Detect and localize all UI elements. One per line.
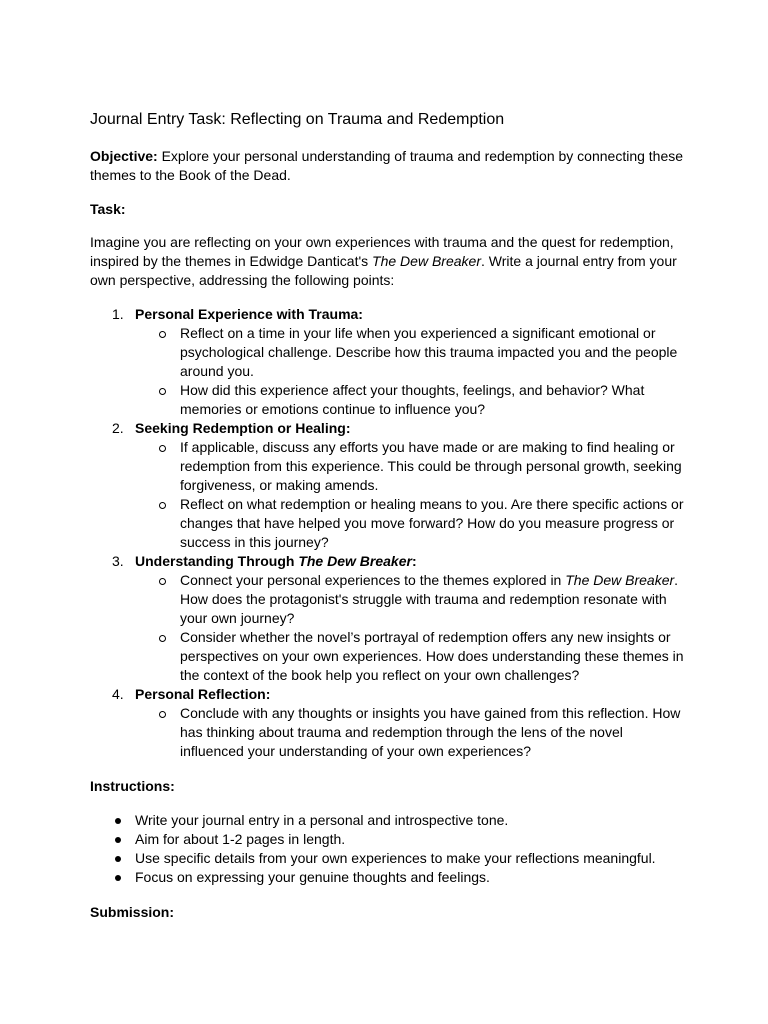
bullet-icon bbox=[115, 856, 121, 862]
point-heading bbox=[135, 553, 417, 569]
sub-item bbox=[135, 381, 690, 419]
point-item bbox=[90, 305, 690, 419]
instructions-heading-label: Instructions: bbox=[90, 778, 175, 794]
instructions-list bbox=[90, 811, 690, 887]
instructions-heading bbox=[90, 777, 690, 796]
instruction-item bbox=[90, 849, 690, 868]
instruction-item bbox=[90, 811, 690, 830]
submission-heading bbox=[90, 903, 690, 922]
task-intro-book-title: The Dew Breaker bbox=[372, 253, 481, 269]
document-content bbox=[90, 109, 690, 922]
points-list bbox=[90, 305, 690, 761]
point-number: 1. bbox=[112, 306, 124, 322]
sub-item bbox=[135, 495, 690, 552]
sub-item bbox=[135, 628, 690, 685]
task-intro bbox=[90, 233, 690, 290]
sub-list bbox=[135, 324, 690, 419]
bullet-icon bbox=[115, 837, 121, 843]
sub-item bbox=[135, 571, 690, 628]
point-number: 4. bbox=[112, 686, 124, 702]
sub-list bbox=[135, 571, 690, 685]
instruction-text: Use specific details from your own experiences to make your reflections meaningful. bbox=[135, 850, 656, 866]
sub-item-text: If applicable, discuss any efforts you have made or are making to find healing or redemption from this experience. This could be through personal growth, seeking forgiveness, or making amends. bbox=[180, 439, 682, 493]
point-item bbox=[90, 685, 690, 761]
point-number: 2. bbox=[112, 420, 124, 436]
submission-heading-label: Submission: bbox=[90, 904, 175, 920]
point-item bbox=[90, 419, 690, 552]
point-heading: Personal Reflection: bbox=[135, 686, 271, 702]
sub-list bbox=[135, 704, 690, 761]
sub-item-text: How did this experience affect your thoughts, feelings, and behavior? What memories or emotions continue to influence you? bbox=[180, 382, 645, 417]
hollow-bullet-icon bbox=[159, 502, 166, 509]
sub-item-text: Connect your personal experiences to the themes explored in bbox=[180, 572, 566, 588]
objective-label: Objective: bbox=[90, 148, 158, 164]
point-heading: Seeking Redemption or Healing: bbox=[135, 420, 351, 436]
hollow-bullet-icon bbox=[159, 635, 166, 642]
sub-item-book-title: The Dew Breaker bbox=[565, 572, 675, 588]
task-heading bbox=[90, 200, 690, 219]
page-title: Journal Entry Task: Reflecting on Trauma and Redemption bbox=[90, 111, 505, 128]
hollow-bullet-icon bbox=[159, 388, 166, 395]
bullet-icon bbox=[115, 818, 121, 824]
instruction-text: Write your journal entry in a personal and introspective tone. bbox=[135, 812, 509, 828]
sub-item bbox=[135, 704, 690, 761]
task-intro-text: Imagine you are reflecting on your own experiences with trauma and the quest for redemption, inspired by the themes in Edwidge Danticat's bbox=[90, 234, 674, 269]
sub-list bbox=[135, 438, 690, 552]
point-heading-book-title: The Dew Breaker bbox=[298, 553, 412, 569]
sub-item-text: Conclude with any thoughts or insights you have gained from this reflection. How has thinking about trauma and redemption through the lens of the novel influenced your understanding of your own experiences? bbox=[180, 705, 681, 759]
point-heading-colon: : bbox=[411, 553, 417, 569]
instruction-item bbox=[90, 830, 690, 849]
task-heading-label: Task: bbox=[90, 201, 126, 217]
point-number: 3. bbox=[112, 553, 124, 569]
sub-item-text: Reflect on a time in your life when you experienced a significant emotional or psychological challenge. Describe how this trauma impacted you and the people around you. bbox=[180, 325, 678, 379]
point-heading-text: Understanding Through bbox=[135, 553, 299, 569]
hollow-bullet-icon bbox=[159, 578, 166, 585]
instruction-text: Focus on expressing your genuine thoughts and feelings. bbox=[135, 869, 490, 885]
instruction-item bbox=[90, 868, 690, 887]
hollow-bullet-icon bbox=[159, 711, 166, 718]
point-heading: Personal Experience with Trauma: bbox=[135, 306, 363, 322]
sub-item-text: Reflect on what redemption or healing means to you. Are there specific actions or changes that have helped you move forward? How do you measure progress or success in this journey? bbox=[180, 496, 684, 550]
task-intro-text-end: . Write a journal entry from your own perspective, addressing the following points: bbox=[90, 253, 677, 288]
instruction-text: Aim for about 1-2 pages in length. bbox=[135, 831, 346, 847]
sub-item-text: Consider whether the novel’s portrayal of redemption offers any new insights or perspectives on your own experiences. How does understanding these themes in the context of the book help you reflect on your own challenges? bbox=[180, 629, 684, 683]
sub-item-text-end: . How does the protagonist's struggle with trauma and redemption resonate with your own journey? bbox=[180, 572, 679, 626]
hollow-bullet-icon bbox=[159, 331, 166, 338]
hollow-bullet-icon bbox=[159, 445, 166, 452]
objective-text: Explore your personal understanding of trauma and redemption by connecting these themes to the Book of the Dead. bbox=[90, 148, 684, 183]
bullet-icon bbox=[115, 875, 121, 881]
sub-item bbox=[135, 324, 690, 381]
point-item bbox=[90, 552, 690, 685]
sub-item bbox=[135, 438, 690, 495]
objective-paragraph bbox=[90, 147, 690, 185]
